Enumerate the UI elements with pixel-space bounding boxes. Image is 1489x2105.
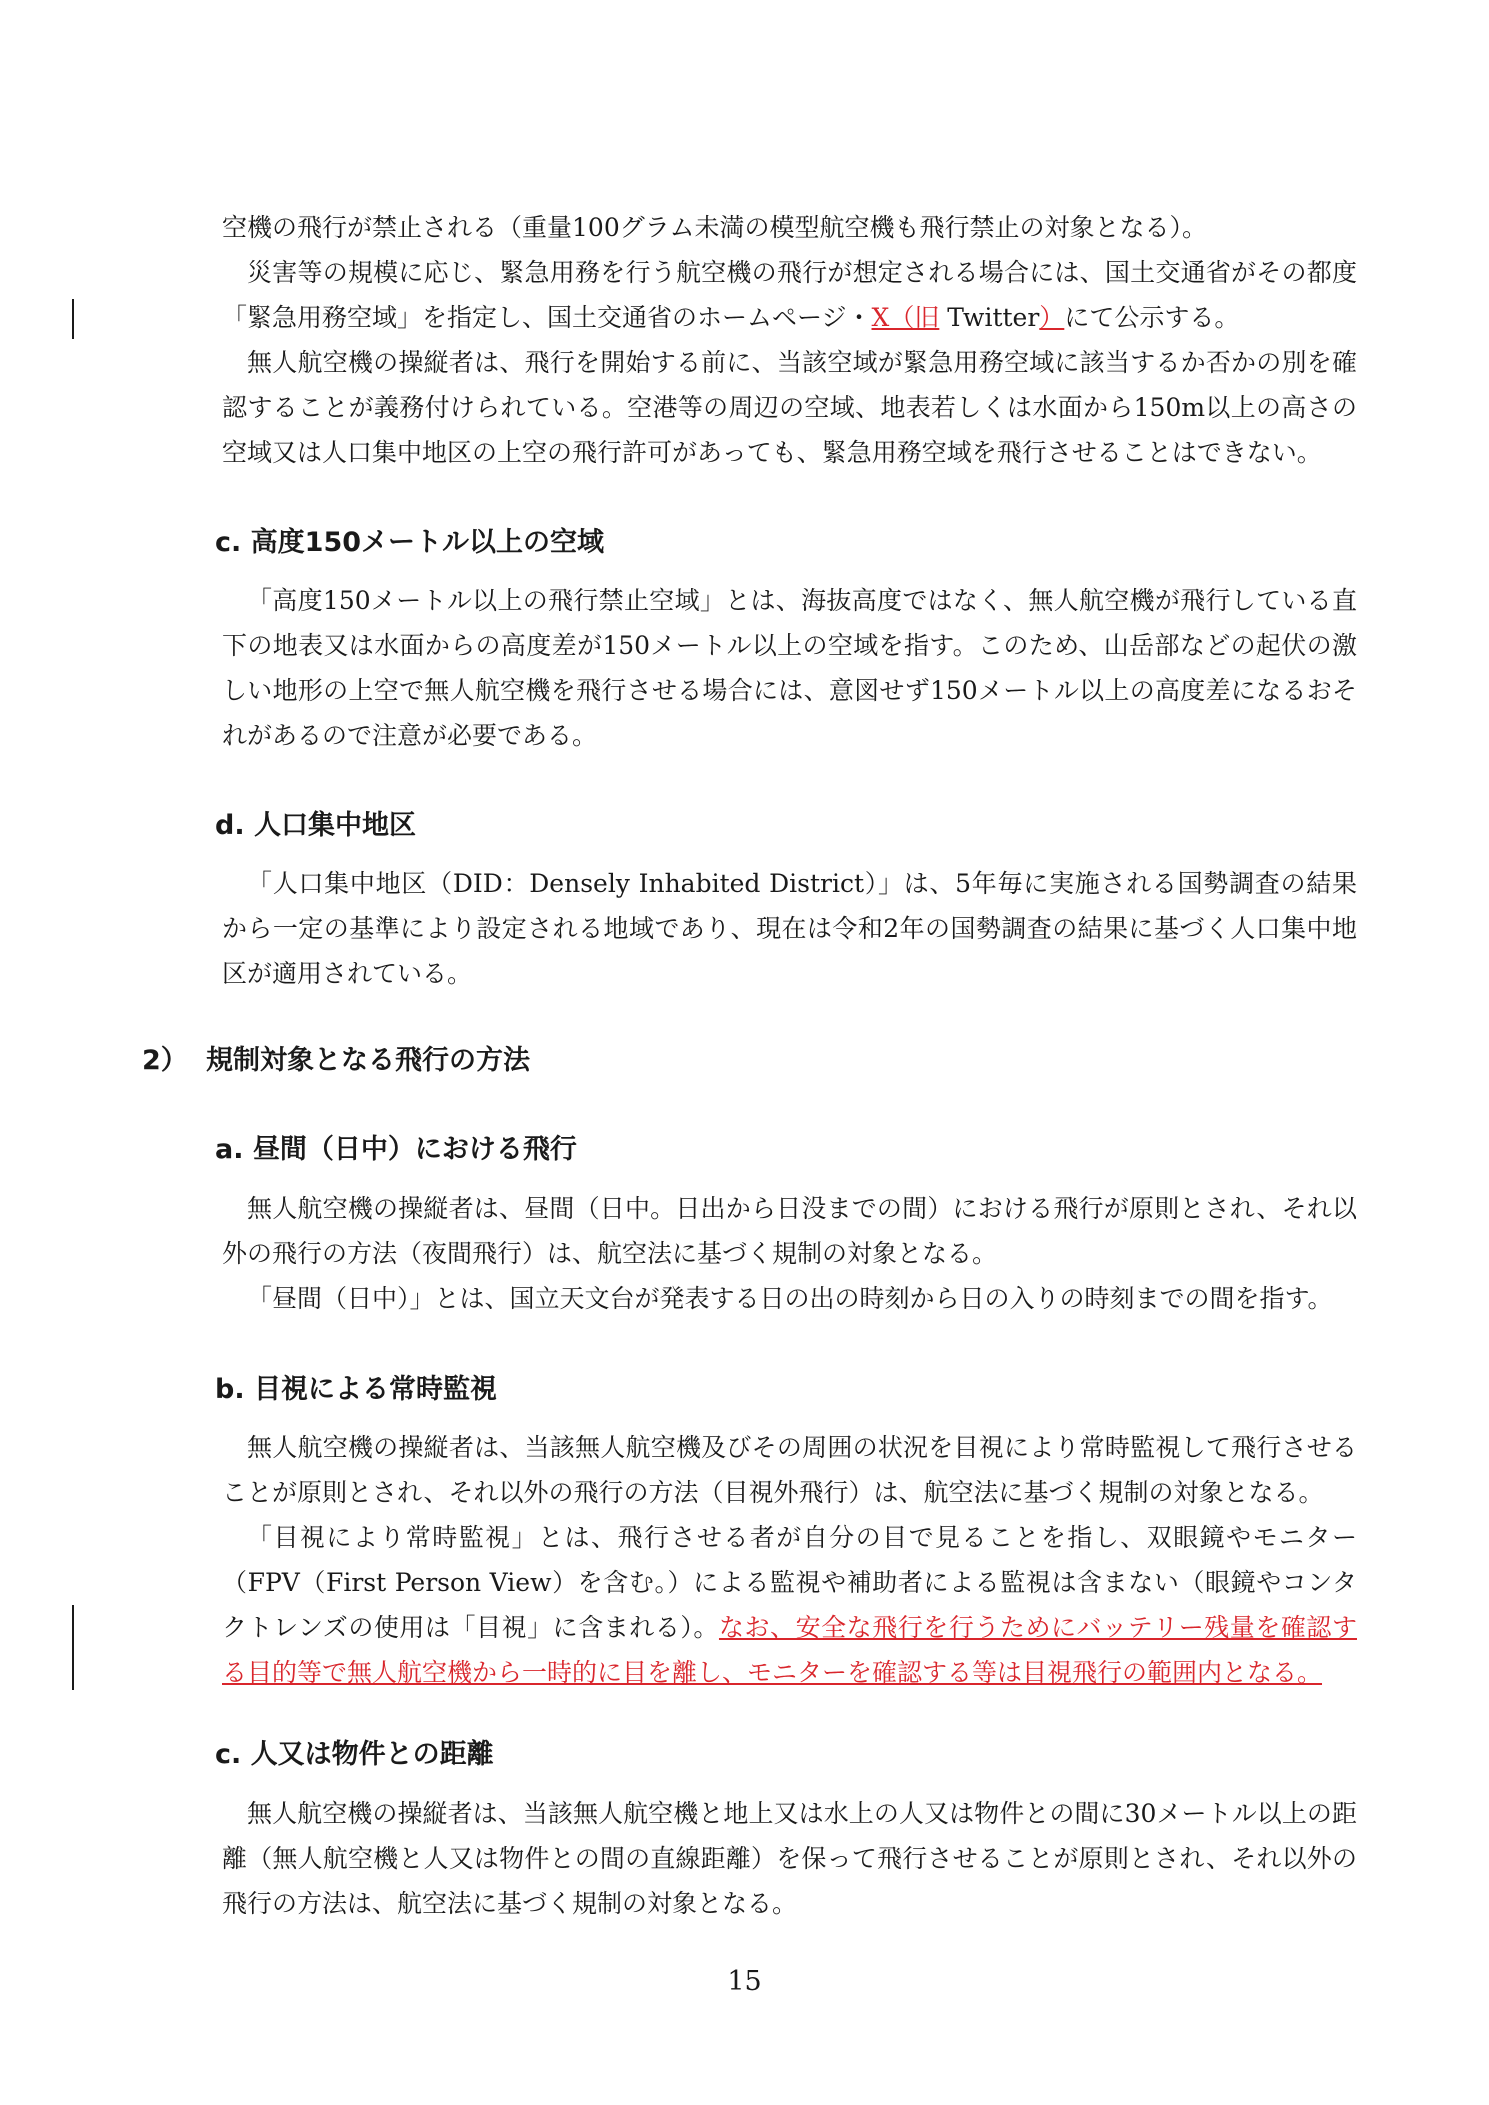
paragraph-daytime-rule: 無人航空機の操縦者は、昼間（日中。日出から日没までの間）における飛行が原則とされ、それ以外の飛行の方法（夜間飛行）は、航空法に基づく規制の対象となる。 <box>222 1194 1357 1268</box>
paragraph-operator-duty: 無人航空機の操縦者は、飛行を開始する前に、当該空域が緊急用務空域に該当するか否かの別を確認することが義務付けられている。空港等の周辺の空域、地表若しくは水面から150m以上の高さの空域又は人口集中地区の上空の飛行許可があっても、緊急用務空域を飛行させることはできない。 <box>222 348 1357 467</box>
paragraph-emergency-airspace: 災害等の規模に応じ、緊急用務を行う航空機の飛行が想定される場合には、国土交通省がその都度「緊急用務空域」を指定し、国土交通省のホームページ・X（旧 Twitter）にて公示する。 <box>222 258 1357 332</box>
heading-visual-monitoring: b. 目視による常時監視 <box>215 1374 497 1405</box>
paragraph-altitude-definition: 「高度150メートル以上の飛行禁止空域」とは、海抜高度ではなく、無人航空機が飛行している直下の地表又は水面からの高度差が150メートル以上の空域を指す。このため、山岳部などの起伏の激しい地形の上空で無人航空機を飛行させる場合には、意図せず150メートル以上の高度差になるおそれがあるので注意が必要である。 <box>222 586 1357 750</box>
paragraph-model-aircraft: 空機の飛行が禁止される（重量100グラム未満の模型航空機も飛行禁止の対象となる）。 <box>222 213 1207 242</box>
section-title: 規制対象となる飛行の方法 <box>206 1045 530 1076</box>
heading-altitude-150m: c. 高度150メートル以上の空域 <box>215 527 605 558</box>
heading-flight-methods <box>142 1041 530 1081</box>
revised-text-paren: ） <box>1039 303 1065 332</box>
heading-daytime-flight: a. 昼間（日中）における飛行 <box>215 1134 577 1165</box>
heading-did: d. 人口集中地区 <box>215 810 416 841</box>
revision-bar <box>72 1605 74 1690</box>
revised-text-battery: なお、安全な飛行を行うためにバッテリー残量を確認する目的等で無人航空機から一時的に目を離し、モニターを確認する等は目視飛行の範囲内となる。 <box>222 1613 1357 1687</box>
page-number: 15 <box>727 1966 762 1997</box>
paragraph-visual-rule: 無人航空機の操縦者は、当該無人航空機及びその周囲の状況を目視により常時監視して飛行させることが原則とされ、それ以外の飛行の方法（目視外飛行）は、航空法に基づく規制の対象となる。 <box>222 1433 1357 1507</box>
revision-bar <box>72 299 74 339</box>
paragraph-did-definition: 「人口集中地区（DID：Densely Inhabited District）」は、5年毎に実施される国勢調査の結果から一定の基準により設定される地域であり、現在は令和2年の国勢調査の結果に基づく人口集中地区が適用されている。 <box>222 869 1357 988</box>
paragraph-distance-rule: 無人航空機の操縦者は、当該無人航空機と地上又は水上の人又は物件との間に30メートル以上の距離（無人航空機と人又は物件との間の直線距離）を保って飛行させることが原則とされ、それ以外の飛行の方法は、航空法に基づく規制の対象となる。 <box>222 1799 1357 1918</box>
paragraph-daytime-definition: 「昼間（日中）」とは、国立天文台が発表する日の出の時刻から日の入りの時刻までの間を指す。 <box>247 1284 1333 1313</box>
revised-text-x: X（旧 <box>871 303 940 332</box>
paragraph-visual-definition: 「目視により常時監視」とは、飛行させる者が自分の目で見ることを指し、双眼鏡やモニター（FPV（First Person View）を含む。）による監視や補助者による監視は含まない（眼鏡やコンタクトレンズの使用は「目視」に含まれる）。なお、安全な飛行を行うためにバッテリー残量を確認する目的等で無人航空機から一時的に目を離し、モニターを確認する等は目視飛行の範囲内となる。 <box>222 1523 1357 1687</box>
section-number: 2） <box>142 1045 188 1076</box>
heading-distance: c. 人又は物件との距離 <box>215 1739 494 1770</box>
